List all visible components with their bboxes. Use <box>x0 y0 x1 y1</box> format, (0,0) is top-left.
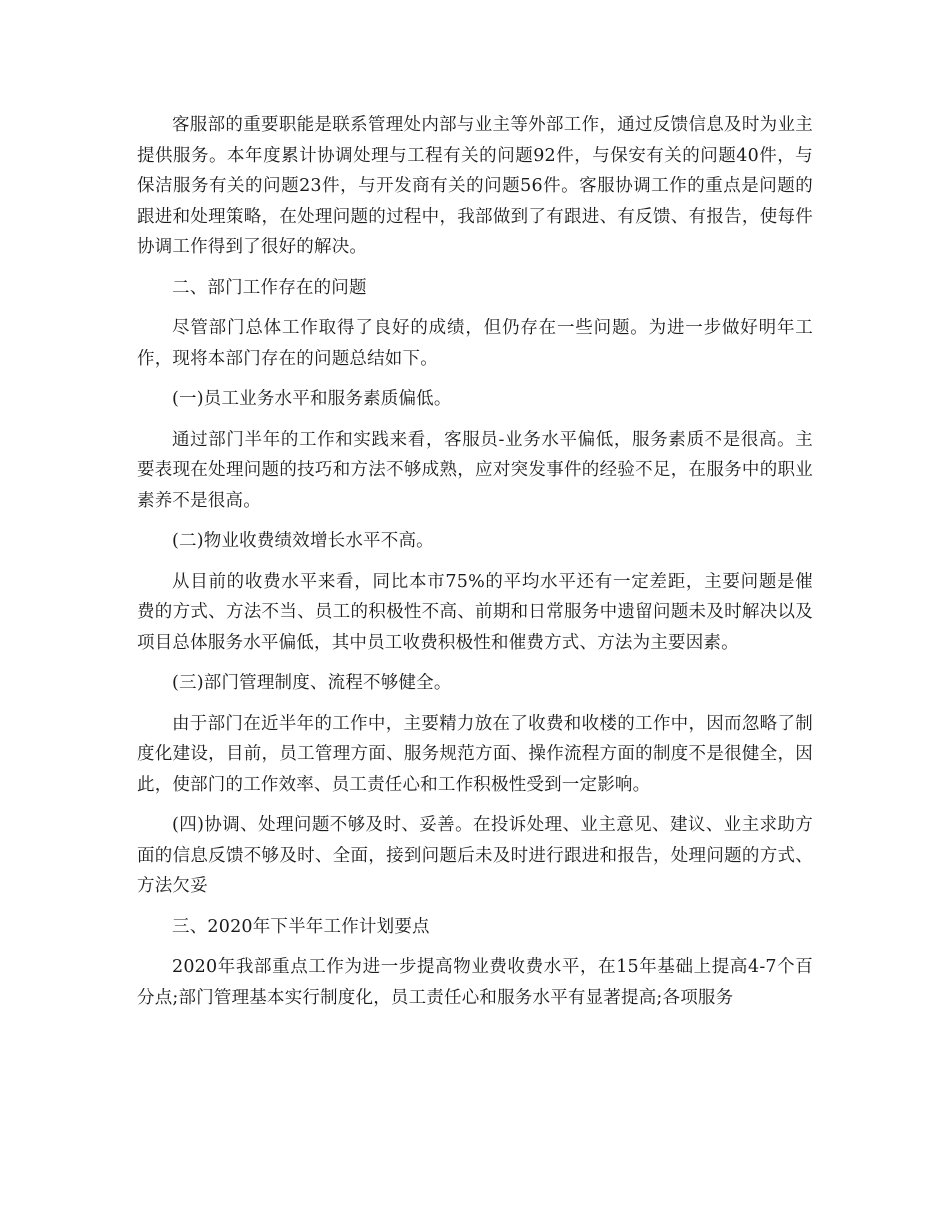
paragraph-management-system: 由于部门在近半年的工作中，主要精力放在了收费和收楼的工作中，因而忽略了制度化建设，目前，员工管理方面、服务规范方面、操作流程方面的制度不是很健全，因此，使部门的工作效率、员工责任心和工作积极性受到一定影响。 <box>137 713 813 795</box>
document-body <box>137 110 813 1023</box>
subheading-management-system: (三)部门管理制度、流程不够健全。 <box>172 673 452 693</box>
paragraph-coordination-issues: (四)协调、处理问题不够及时、妥善。在投诉处理、业主意见、建议、业主求助方面的信息反馈不够及时、全面，接到问题后未及时进行跟进和报告，处理问题的方式、方法欠妥 <box>137 815 813 896</box>
section-heading-department-problems: 二、部门工作存在的问题 <box>172 277 367 298</box>
paragraph-work-plan: 2020年我部重点工作为进一步提高物业费收费水平，在15年基础上提高4-7个百分点;部门管理基本实行制度化，员工责任心和服务水平有显著提高;各项服务 <box>137 957 813 1008</box>
paragraph-staff-skill: 通过部门半年的工作和实践来看，客服员-业务水平偏低，服务素质不是很高。主要表现在处理问题的技巧和方法不够成熟，应对突发事件的经验不足，在服务中的职业素养不是很高。 <box>137 429 813 511</box>
paragraph-customer-service-role: 客服部的重要职能是联系管理处内部与业主等外部工作，通过反馈信息及时为业主提供服务。本年度累计协调处理与工程有关的问题92件，与保安有关的问题40件，与保洁服务有关的问题23件，与开发商有关的问题56件。客服协调工作的重点是问题的跟进和处理策略，在处理问题的过程中，我部做到了有跟进、有反馈、有报告，使每件协调工作得到了很好的解决。 <box>137 115 813 257</box>
paragraph-problems-intro: 尽管部门总体工作取得了良好的成绩，但仍存在一些问题。为进一步做好明年工作，现将本部门存在的问题总结如下。 <box>137 318 813 369</box>
subheading-fee-collection: (二)物业收费绩效增长水平不高。 <box>172 531 434 551</box>
paragraph-fee-collection: 从目前的收费水平来看，同比本市75%的平均水平还有一定差距，主要问题是催费的方式、方法不当、员工的积极性不高、前期和日常服务中遗留问题未及时解决以及项目总体服务水平偏低，其中员工收费积极性和催费方式、方法为主要因素。 <box>137 571 813 653</box>
subheading-staff-skill: (一)员工业务水平和服务素质偏低。 <box>172 389 452 409</box>
section-heading-work-plan: 三、2020年下半年工作计划要点 <box>172 916 430 937</box>
